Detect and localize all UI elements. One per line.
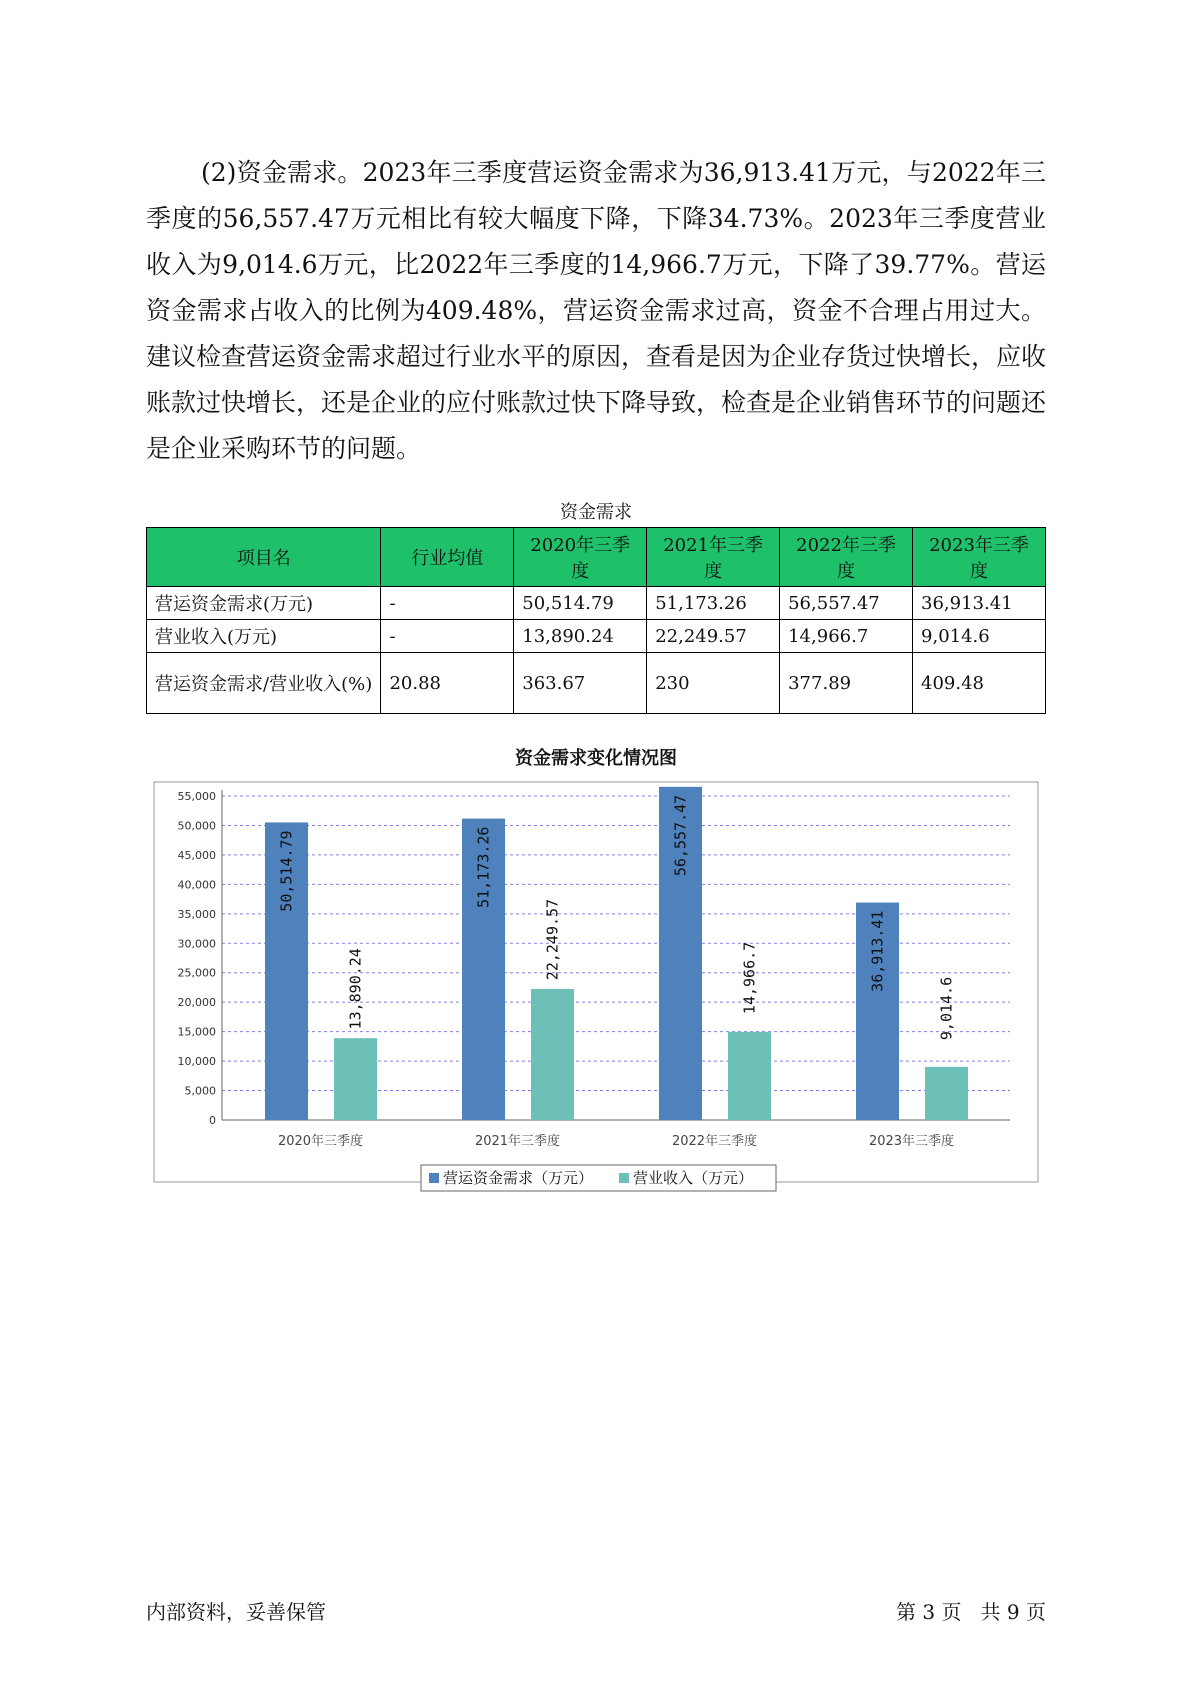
bar-value-label: 9,014.6 xyxy=(937,976,956,1041)
table-cell: 20.88 xyxy=(381,653,514,714)
legend-label: 营运资金需求（万元） xyxy=(443,1169,594,1187)
table-cell: 409.48 xyxy=(913,653,1046,714)
table-cell: 9,014.6 xyxy=(913,620,1046,653)
y-tick-label: 40,000 xyxy=(177,878,216,892)
table-cell: 22,249.57 xyxy=(647,620,780,653)
bar-revenue xyxy=(334,1038,377,1120)
y-tick-label: 5,000 xyxy=(184,1084,216,1098)
header-2023q3: 2023年三季度 xyxy=(913,528,1046,587)
legend-swatch xyxy=(619,1173,629,1183)
table-cell: 50,514.79 xyxy=(514,587,647,620)
table-cell: 377.89 xyxy=(780,653,913,714)
table-cell: 14,966.7 xyxy=(780,620,913,653)
analysis-paragraph: (2)资金需求。2023年三季度营运资金需求为36,913.41万元，与2022年三季度的56,557.47万元相比有较大幅度下降，下降34.73%。2023年三季度营业收入为9,014.6万元，比2022年三季度的14,966.7万元，下降了39.77%。营运资金需求占收入的比例为409.48%，营运资金需求过高，资金不合理占用过大。建议检查营运资金需求超过行业水平的原因，查看是因为企业存货过快增长，应收账款过快增长，还是企业的应付账款过快下降导致，检查是企业销售环节的问题还是企业采购环节的问题。 xyxy=(146,158,1047,463)
x-tick-label: 2023年三季度 xyxy=(868,1134,955,1149)
x-tick-label: 2020年三季度 xyxy=(277,1134,364,1149)
table-cell: 51,173.26 xyxy=(647,587,780,620)
bar-value-label: 36,913.41 xyxy=(868,910,887,992)
bar-value-label: 51,173.26 xyxy=(474,826,493,908)
x-tick-label: 2021年三季度 xyxy=(474,1134,561,1149)
header-2022q3: 2022年三季度 xyxy=(780,528,913,587)
footer-confidential-note: 内部资料，妥善保管 xyxy=(146,1600,326,1624)
bar-value-label: 14,966.7 xyxy=(740,941,759,1015)
y-tick-label: 45,000 xyxy=(177,848,216,862)
x-tick-label: 2022年三季度 xyxy=(671,1134,758,1149)
chart-title: 资金需求变化情况图 xyxy=(515,748,677,769)
y-tick-label: 55,000 xyxy=(177,790,216,803)
bar-value-label: 56,557.47 xyxy=(671,794,690,877)
legend-swatch xyxy=(429,1173,439,1183)
table-cell: 13,890.24 xyxy=(514,620,647,653)
table-cell: 363.67 xyxy=(514,653,647,714)
table-cell: - xyxy=(381,587,514,620)
header-2021q3: 2021年三季度 xyxy=(647,528,780,587)
table-cell: 230 xyxy=(647,653,780,714)
table-cell: 营运资金需求/营业收入(%) xyxy=(147,653,381,714)
header-2020q3: 2020年三季度 xyxy=(514,528,647,587)
y-tick-label: 15,000 xyxy=(177,1025,216,1039)
y-tick-label: 10,000 xyxy=(177,1055,216,1069)
bar-value-label: 13,890.24 xyxy=(346,948,365,1030)
y-tick-label: 30,000 xyxy=(177,937,216,951)
table-cell: 36,913.41 xyxy=(913,587,1046,620)
bar-revenue xyxy=(531,989,574,1120)
table-cell: 营运资金需求(万元) xyxy=(147,587,381,620)
bar-revenue xyxy=(925,1067,968,1120)
header-item-name: 项目名 xyxy=(147,528,381,587)
header-industry-avg: 行业均值 xyxy=(381,528,514,587)
y-tick-label: 35,000 xyxy=(177,907,216,921)
table-cell: 56,557.47 xyxy=(780,587,913,620)
bar-value-label: 50,514.79 xyxy=(277,830,296,912)
table-cell: - xyxy=(381,620,514,653)
bar-revenue xyxy=(728,1032,771,1120)
table-caption: 资金需求 xyxy=(560,502,632,523)
y-tick-label: 0 xyxy=(209,1114,216,1127)
y-tick-label: 25,000 xyxy=(177,966,216,980)
y-tick-label: 20,000 xyxy=(177,996,216,1010)
legend-label: 营业收入（万元） xyxy=(633,1169,754,1187)
y-tick-label: 50,000 xyxy=(177,819,216,833)
footer-page-number: 第 3 页 共 9 页 xyxy=(896,1600,1046,1624)
table-cell: 营业收入(万元) xyxy=(147,620,381,653)
bar-value-label: 22,249.57 xyxy=(543,898,562,981)
